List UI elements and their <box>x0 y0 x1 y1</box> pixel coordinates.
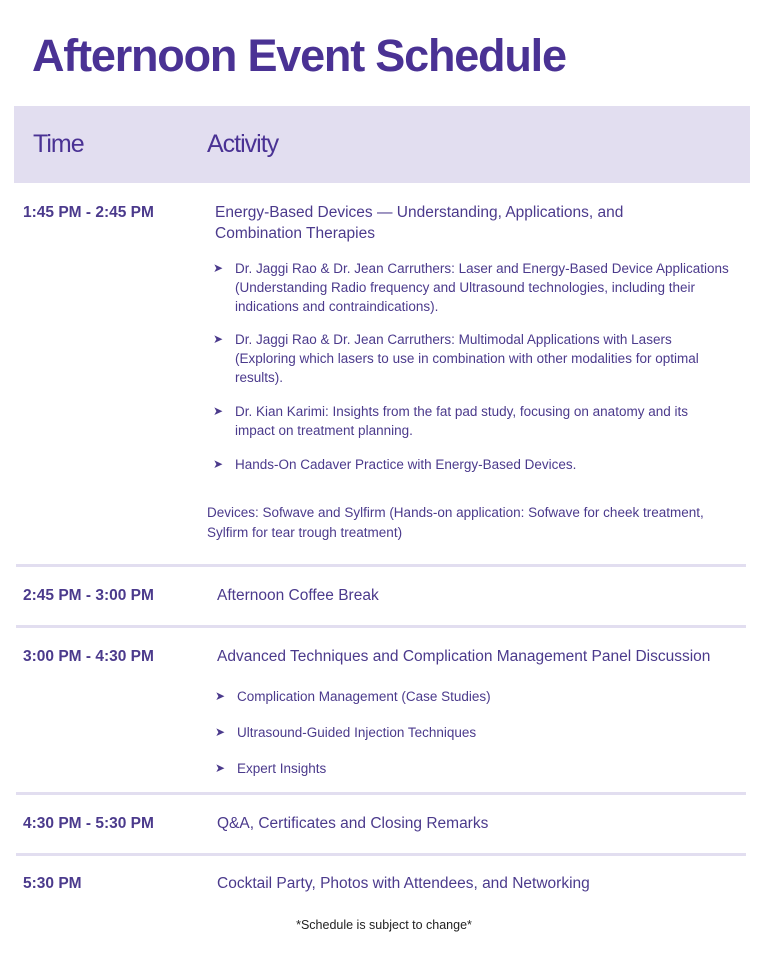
bullet-item: ➤ Dr. Jaggi Rao & Dr. Jean Carruthers: Laser and Energy-Based Device Applications (Understanding Radio frequency and Ultrasound technologies, including their indications and contraindications). <box>213 261 729 314</box>
bullet-item: ➤ Hands-On Cadaver Practice with Energy-Based Devices. <box>213 457 577 472</box>
row-divider <box>16 853 746 856</box>
row-divider <box>16 792 746 795</box>
arrow-bullet-icon: ➤ <box>215 725 226 739</box>
row-activity: Advanced Techniques and Complication Management Panel Discussion <box>217 648 711 665</box>
arrow-bullet-icon: ➤ <box>213 457 224 471</box>
row-time: 2:45 PM - 3:00 PM <box>23 587 154 604</box>
bullet-item: ➤ Ultrasound-Guided Injection Techniques <box>215 725 477 740</box>
row-time: 4:30 PM - 5:30 PM <box>23 815 154 832</box>
bullet-item: ➤ Dr. Jaggi Rao & Dr. Jean Carruthers: Multimodal Applications with Lasers (Exploring which lasers to use in combination with other modalities for optimal results). <box>213 332 699 385</box>
devices-note: Devices: Sofwave and Sylfirm (Hands-on application: Sofwave for cheek treatment, Sylfirm for tear trough treatment) <box>207 505 704 540</box>
schedule-disclaimer: *Schedule is subject to change* <box>296 918 472 932</box>
arrow-bullet-icon: ➤ <box>213 404 224 418</box>
row-divider <box>16 625 746 628</box>
row-time: 5:30 PM <box>23 875 82 892</box>
row-divider <box>16 564 746 567</box>
activity-column-header: Activity <box>207 130 279 158</box>
row-time: 3:00 PM - 4:30 PM <box>23 648 154 665</box>
arrow-bullet-icon: ➤ <box>213 261 224 275</box>
bullet-item: ➤ Dr. Kian Karimi: Insights from the fat pad study, focusing on anatomy and its impact on treatment planning. <box>213 404 688 438</box>
row-time: 1:45 PM - 2:45 PM <box>23 204 154 221</box>
time-column-header: Time <box>33 130 84 158</box>
table-header <box>14 106 750 183</box>
arrow-bullet-icon: ➤ <box>215 689 226 703</box>
row-activity: Q&A, Certificates and Closing Remarks <box>217 815 489 832</box>
row-activity: Afternoon Coffee Break <box>217 587 379 604</box>
arrow-bullet-icon: ➤ <box>213 332 224 346</box>
row-activity: Cocktail Party, Photos with Attendees, and Networking <box>217 875 590 892</box>
page-title: Afternoon Event Schedule <box>32 30 566 81</box>
row-activity: Energy-Based Devices — Understanding, Applications, and Combination Therapies <box>215 204 624 242</box>
bullet-item: ➤ Expert Insights <box>215 761 327 776</box>
arrow-bullet-icon: ➤ <box>215 761 226 775</box>
bullet-item: ➤ Complication Management (Case Studies) <box>215 689 491 704</box>
